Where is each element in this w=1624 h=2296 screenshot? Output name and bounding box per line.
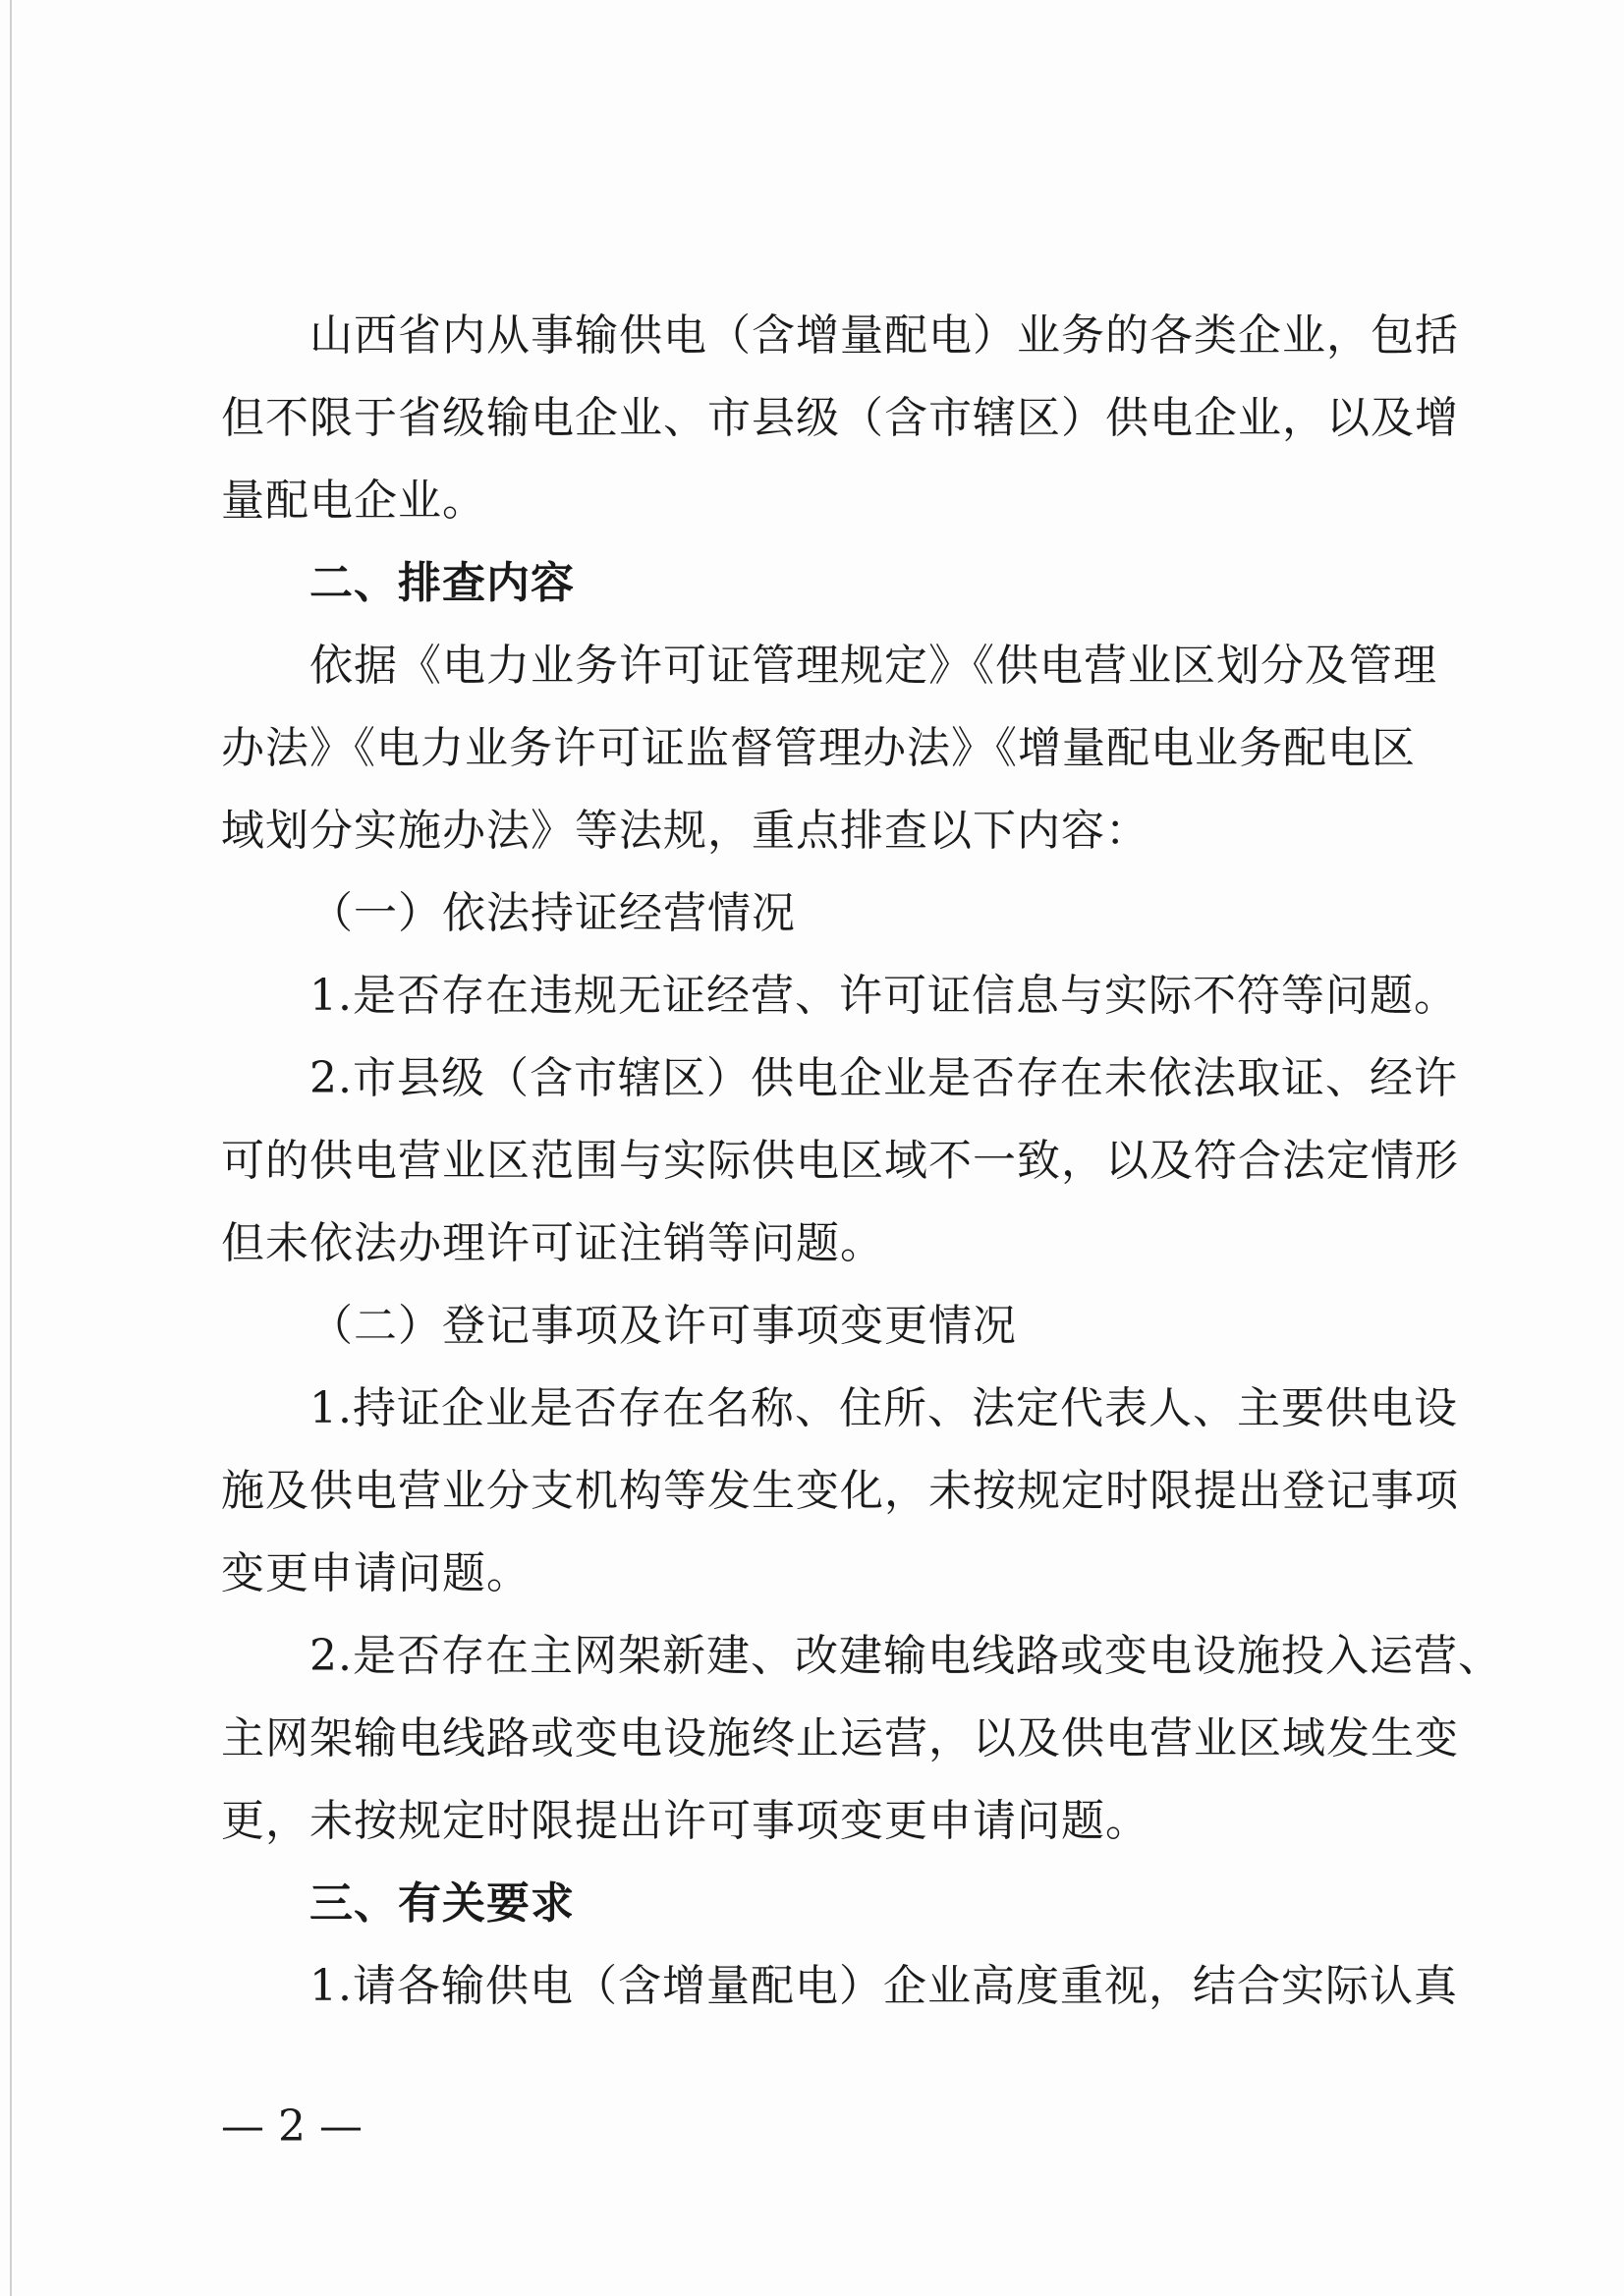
- item-1-2-line-1: 2.市县级（含市辖区）供电企业是否存在未依法取证、经许: [309, 1053, 1458, 1103]
- paragraph-scope-line-2: 但不限于省级输电企业、市县级（含市辖区）供电企业，以及增: [221, 393, 1459, 443]
- item-1-2-line-3: 但未依法办理许可证注销等问题。: [221, 1218, 884, 1268]
- item-2-2-line-2: 主网架输电线路或变电设施终止运营，以及供电营业区域发生变: [221, 1713, 1459, 1764]
- subheading-licensed-operation: （一）依法持证经营情况: [309, 888, 796, 938]
- item-3-1-line-1: 1.请各输供电（含增量配电）企业高度重视，结合实际认真: [309, 1961, 1458, 2011]
- item-2-1-line-1: 1.持证企业是否存在名称、住所、法定代表人、主要供电设: [309, 1383, 1458, 1433]
- section-heading-inspection-content: 二、排查内容: [309, 558, 575, 608]
- paragraph-basis-line-1: 依据《电力业务许可证管理规定》《供电营业区划分及管理: [309, 641, 1437, 691]
- binding-edge-line: [10, 0, 12, 2296]
- subheading-registration-changes: （二）登记事项及许可事项变更情况: [309, 1301, 1017, 1351]
- item-2-2-line-3: 更，未按规定时限提出许可事项变更申请问题。: [221, 1796, 1149, 1846]
- item-2-1-line-3: 变更申请问题。: [221, 1548, 531, 1598]
- paragraph-scope-line-1: 山西省内从事输供电（含增量配电）业务的各类企业，包括: [309, 310, 1459, 361]
- page-number: — 2 —: [221, 2101, 363, 2152]
- paragraph-basis-line-3: 域划分实施办法》等法规，重点排查以下内容：: [221, 806, 1149, 856]
- section-heading-requirements: 三、有关要求: [309, 1878, 575, 1929]
- item-1-2-line-2: 可的供电营业区范围与实际供电区域不一致，以及符合法定情形: [221, 1136, 1459, 1186]
- item-2-1-line-2: 施及供电营业分支机构等发生变化，未按规定时限提出登记事项: [221, 1466, 1459, 1516]
- paragraph-scope-line-3: 量配电企业。: [221, 476, 486, 526]
- item-1-1-line-1: 1.是否存在违规无证经营、许可证信息与实际不符等问题。: [309, 971, 1458, 1021]
- item-2-2-line-1: 2.是否存在主网架新建、改建输电线路或变电设施投入运营、: [309, 1631, 1502, 1681]
- paragraph-basis-line-2: 办法》《电力业务许可证监督管理办法》《增量配电业务配电区: [221, 723, 1416, 773]
- body-text: [221, 295, 1502, 2028]
